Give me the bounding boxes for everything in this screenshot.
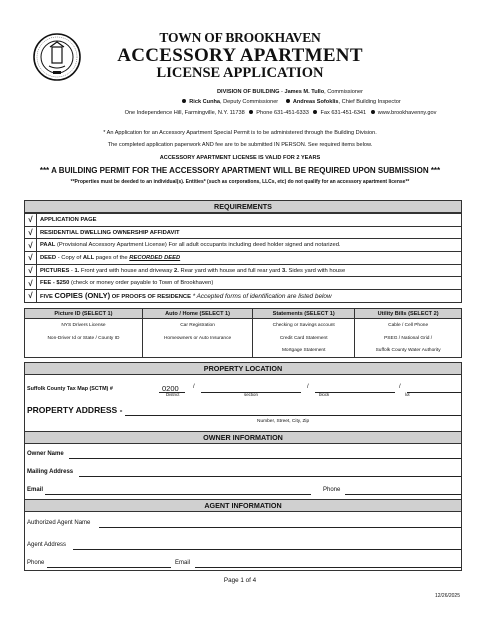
requirements-table (24, 213, 462, 303)
id-cell: Homeowners or Auto Insurance (142, 332, 252, 345)
building-permit-notice: *** A BUILDING PERMIT FOR THE ACCESSORY APARTMENT WILL BE REQUIRED UPON SUBMISSION *** (39, 166, 441, 175)
agent-section (24, 512, 462, 571)
agent-name-field[interactable] (99, 527, 461, 528)
id-cell (25, 345, 143, 358)
check-icon: √ (25, 264, 37, 277)
page-number: Page 1 of 4 (223, 577, 257, 584)
requirement-proofs: FIVE COPIES (ONLY) OF PROOFS OF RESIDENCE * Accepted forms of identification are listed below (37, 290, 462, 303)
id-cell: PSEG / National Grid / (355, 332, 462, 345)
check-icon: √ (25, 226, 37, 239)
requirement-affidavit: RESIDENTIAL DWELLING OWNERSHIP AFFIDAVIT (37, 226, 462, 239)
property-address-label: PROPERTY ADDRESS - (27, 405, 123, 415)
check-icon: √ (25, 214, 37, 227)
id-cell: Credit Card Statement (253, 332, 355, 345)
district-value[interactable]: 0200 (162, 384, 179, 393)
agent-phone-label: Phone (27, 560, 45, 566)
tax-map-label: Suffolk County Tax Map (SCTM) # (27, 386, 113, 392)
division-line: DIVISION OF BUILDING - James M. Tullo, Commissioner (217, 89, 363, 95)
check-icon: √ (25, 277, 37, 290)
agent-email-label: Email (175, 560, 191, 566)
slash: / (399, 384, 401, 390)
requirement-app-page: APPLICATION PAGE (37, 214, 462, 227)
bullet-icon (249, 110, 253, 114)
note-application: * An Application for an Accessory Apartment Special Permit is to be administered through the Building Division. (103, 130, 377, 136)
mailing-address-field[interactable] (79, 476, 461, 477)
requirement-row (25, 264, 462, 277)
form-title-line2: LICENSE APPLICATION (156, 65, 324, 81)
id-cell: NYS Drivers License (25, 319, 143, 332)
agent-address-label: Agent Address (27, 542, 67, 548)
requirement-row (25, 239, 462, 252)
address-caption: Number, Street, City, Zip (257, 419, 310, 424)
agent-address-field[interactable] (73, 549, 461, 550)
check-icon: √ (25, 239, 37, 252)
requirements-heading: REQUIREMENTS (24, 200, 462, 213)
mailing-address-label: Mailing Address (27, 469, 74, 475)
property-section (24, 375, 462, 431)
requirement-row (25, 214, 462, 227)
requirement-pictures: PICTURES - 1. Front yard with house and driveway 2. Rear yard with house and full rear yard 3. Sides yard with house (37, 264, 462, 277)
id-cell: Car Registration (142, 319, 252, 332)
requirement-row (25, 252, 462, 265)
agent-heading: AGENT INFORMATION (24, 499, 462, 512)
owner-name-field[interactable] (69, 458, 461, 459)
owner-email-label: Email (27, 487, 44, 493)
lot-caption: lot (405, 392, 410, 397)
property-address-field[interactable] (125, 415, 461, 416)
owner-email-field[interactable] (45, 494, 311, 495)
requirement-deed: DEED - Copy of ALL pages of the RECORDED DEED (37, 252, 462, 265)
bullet-icon (371, 110, 375, 114)
id-cell: Non-Driver Id or State / County ID (25, 332, 143, 345)
owner-phone-field[interactable] (345, 494, 461, 495)
contact-line: One Independence Hill, Farmingville, N.Y. 11738 Phone 631-451-6333 Fax 631-451-6341 www.brookhavenny.gov (124, 110, 437, 116)
id-cell: Cable / Cell Phone (355, 319, 462, 332)
owner-phone-label: Phone (323, 487, 341, 493)
owner-heading: OWNER INFORMATION (24, 431, 462, 444)
requirement-row (25, 277, 462, 290)
agent-phone-field[interactable] (47, 567, 171, 568)
website-link[interactable]: www.brookhavenny.gov (377, 110, 437, 116)
check-icon: √ (25, 290, 37, 303)
id-cell: Checking or Savings account (253, 319, 355, 332)
revision-date: 12/26/2025 (434, 593, 460, 599)
slash: / (193, 384, 195, 390)
section-caption: section (244, 392, 258, 397)
slash: / (307, 384, 309, 390)
requirement-row (25, 226, 462, 239)
staff-line: Rick Cunha, Deputy Commissioner Andreas Sofoklis, Chief Building Inspector (120, 99, 460, 105)
town-name: TOWN OF BROOKHAVEN (159, 30, 321, 45)
id-cell: Mortgage Statement (253, 345, 355, 358)
id-col-header: Statements (SELECT 1) (253, 309, 355, 319)
note-validity: ACCESSORY APARTMENT LICENSE IS VALID FOR 2 YEARS (159, 155, 321, 161)
id-cell (142, 345, 252, 358)
requirement-paal: PAAL (Provisional Accessory Apartment License) For all adult occupants including deed holder signed and notarized. (37, 239, 462, 252)
bullet-icon (313, 110, 317, 114)
deed-notice: **Properties must be deeded to an individual(s). Entities* (such as corporations, LLCs, etc) do not qualify for an accessory apartment license** (70, 179, 410, 185)
form-title-line1: ACCESSORY APARTMENT (117, 45, 363, 66)
id-col-header: Auto / Home (SELECT 1) (142, 309, 252, 319)
district-caption: District (166, 392, 180, 397)
owner-section (24, 444, 462, 500)
property-heading: PROPERTY LOCATION (24, 362, 462, 375)
owner-name-label: Owner Name (27, 451, 64, 457)
id-col-header: Utility Bills (SELECT 2) (355, 309, 462, 319)
id-col-header: Picture ID (SELECT 1) (25, 309, 143, 319)
bullet-icon (182, 99, 186, 103)
bullet-icon (286, 99, 290, 103)
lot-field[interactable] (407, 392, 461, 393)
requirement-row (25, 290, 462, 303)
id-cell: Suffolk County Water Authority (355, 345, 462, 358)
check-icon: √ (25, 252, 37, 265)
block-caption: block (319, 392, 330, 397)
note-submission: The completed application paperwork AND fee are to be submitted IN PERSON. See required items below. (107, 142, 373, 148)
identification-table (24, 308, 462, 358)
agent-name-label: Authorized Agent Name (27, 520, 91, 526)
agent-email-field[interactable] (195, 567, 461, 568)
requirement-fee: FEE - $250 (check or money order payable to Town of Brookhaven) (37, 277, 462, 290)
